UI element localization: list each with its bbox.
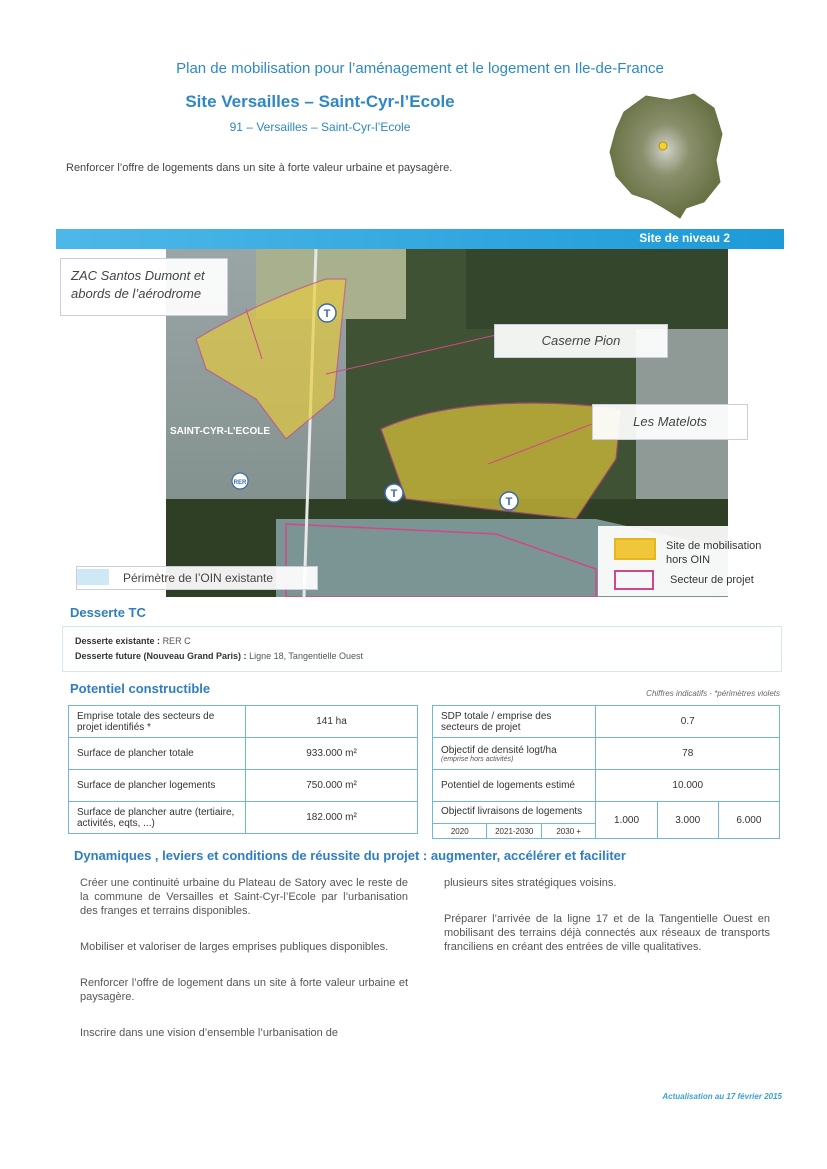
plan-title: Plan de mobilisation pour l’aménagement et le logement en Ile-de-France — [176, 60, 664, 77]
potentiel-right-table — [432, 705, 780, 839]
paragraph: plusieurs sites stratégiques voisins. — [444, 877, 617, 889]
livraisons-value: 1.000 — [596, 802, 657, 839]
potentiel-logements-value: 10.000 — [596, 770, 780, 802]
table-row — [69, 738, 418, 770]
paragraph: Inscrire dans une vision d’ensemble l’urbanisation de — [80, 1027, 339, 1039]
desserte-future-value: Ligne 18, Tangentielle Ouest — [249, 651, 363, 661]
year-label: 2030 + — [556, 827, 582, 836]
site-legend-label — [666, 539, 761, 567]
livraisons-years — [433, 823, 595, 839]
sdp-label: SDP totale / emprise des secteurs de projet — [433, 706, 596, 738]
site-legend-line2: hors OIN — [666, 554, 711, 566]
site-swatch — [614, 538, 656, 560]
site-legend-line1: Site de mobilisation — [666, 540, 762, 552]
densite-value: 78 — [596, 738, 780, 770]
livraisons-value: 3.000 — [657, 802, 718, 839]
potentiel-left-table — [68, 705, 418, 834]
potentiel-note: Chiffres indicatifs - *périmètres violets — [646, 689, 780, 698]
table-cell-value: 182.000 m² — [246, 802, 418, 834]
livraisons-cell — [433, 802, 596, 839]
densite-label: Objectif de densité logt/ha — [441, 744, 557, 756]
oin-swatch — [77, 569, 109, 585]
paragraph: Mobiliser et valoriser de larges emprises publiques disponibles. — [80, 941, 389, 953]
oin-legend — [76, 566, 318, 590]
sdp-value: 0.7 — [596, 706, 780, 738]
desserte-existante-value: RER C — [162, 636, 191, 646]
table-cell-label: Emprise totale des secteurs de projet identifiés * — [69, 706, 246, 738]
zac-callout — [60, 258, 228, 316]
table-row — [69, 770, 418, 802]
ile-de-france-locator-map — [606, 90, 726, 220]
town-label: SAINT-CYR-L’ECOLE — [170, 426, 271, 437]
densite-note: (emprise hors activités) — [441, 755, 514, 763]
footer-update-date: Actualisation au 17 février 2015 — [662, 1092, 782, 1101]
table-cell-label: Surface de plancher logements — [69, 770, 246, 802]
oin-legend-label: Périmètre de l’OIN existante — [123, 571, 274, 585]
table-row — [433, 770, 780, 802]
table-row — [69, 706, 418, 738]
livraisons-value: 6.000 — [718, 802, 779, 839]
table-cell-value: 750.000 m² — [246, 770, 418, 802]
zac-label-line2: abords de l’aérodrome — [71, 286, 202, 301]
rer-label: RER — [233, 480, 247, 486]
site-level-label: Site de niveau 2 — [639, 231, 730, 245]
caserne-pion-callout: Caserne Pion — [494, 324, 668, 358]
desserte-existante-label: Desserte existante : — [75, 636, 161, 646]
dynamiques-column-2 — [444, 876, 770, 976]
livraisons-label: Objectif livraisons de logements — [441, 806, 583, 817]
site-title: Site Versailles – Saint-Cyr-l’Ecole — [185, 92, 455, 111]
department-subtitle: 91 – Versailles – Saint-Cyr-l’Ecole — [229, 120, 411, 134]
tram-label-1: T — [323, 308, 331, 320]
year-label: 2021-2030 — [487, 824, 541, 839]
table-row — [433, 802, 780, 839]
tram-label-3: T — [505, 496, 513, 508]
secteur-legend-label: Secteur de projet — [670, 574, 754, 586]
site-location-marker — [659, 142, 667, 150]
potentiel-title: Potentiel constructible — [70, 681, 211, 696]
table-cell-label: Surface de plancher autre (tertiaire, activités, eqts, ...) — [69, 802, 246, 834]
desserte-future-label: Desserte future (Nouveau Grand Paris) : — [75, 651, 247, 661]
table-cell-value: 933.000 m² — [246, 738, 418, 770]
dynamiques-column-1 — [80, 876, 408, 1062]
desserte-title: Desserte TC — [70, 605, 146, 620]
intro-text: Renforcer l’offre de logements dans un site à forte valeur urbaine et paysagère. — [66, 162, 453, 174]
potentiel-logements-label: Potentiel de logements estimé — [433, 770, 596, 802]
matelots-callout: Les Matelots — [592, 404, 748, 440]
desserte-box — [62, 626, 782, 672]
table-row — [433, 738, 780, 770]
map-legend — [598, 526, 786, 596]
dynamiques-title: Dynamiques , leviers et conditions de réussite du projet : augmenter, accélérer et faciliter — [74, 848, 626, 863]
paragraph: Créer une continuité urbaine du Plateau de Satory avec le reste de la commune de Versailles et Saint-Cyr-l’Ecole par l’urbanisation des franges et terrains disponibles. — [80, 877, 408, 917]
table-row — [69, 802, 418, 834]
densite-cell — [433, 738, 596, 770]
table-cell-label: Surface de plancher totale — [69, 738, 246, 770]
tram-label-2: T — [390, 488, 398, 500]
paragraph: Préparer l’arrivée de la ligne 17 et de la Tangentielle Ouest en mobilisant des terrains déjà connectés aux réseaux de transports franciliens en créant des entrées de ville qualitatives. — [444, 913, 770, 953]
table-row — [433, 706, 780, 738]
year-label: 2020 — [433, 824, 487, 839]
secteur-swatch — [614, 570, 654, 590]
paragraph: Renforcer l’offre de logement dans un site à forte valeur urbaine et paysagère. — [80, 977, 408, 1003]
zac-label-line1: ZAC Santos Dumont et — [71, 268, 205, 283]
table-cell-value: 141 ha — [246, 706, 418, 738]
site-level-band — [56, 229, 784, 249]
